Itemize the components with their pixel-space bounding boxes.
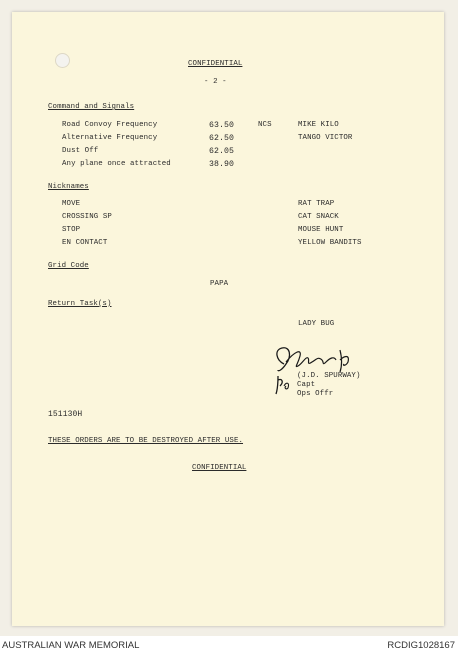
nick-label-3: EN CONTACT [62,239,108,247]
cs-callsign-0: MIKE KILO [298,121,339,129]
return-task-value: LADY BUG [298,320,335,328]
footer-classification: CONFIDENTIAL [192,464,247,472]
nick-label-2: STOP [62,226,81,234]
header-classification: CONFIDENTIAL [188,60,243,68]
signatory-name: (J.D. SPURWAY) [297,372,361,380]
date-time-group: 151130H [48,410,83,419]
nick-value-1: CAT SNACK [298,213,339,221]
nick-value-2: MOUSE HUNT [298,226,344,234]
cs-value-2: 62.05 [209,147,235,156]
section-heading-command-signals: Command and Signals [48,103,135,111]
signatory-rank: Capt [297,381,316,389]
nick-label-1: CROSSING SP [62,213,112,221]
cs-value-3: 38.90 [209,160,235,169]
cs-label-2: Dust Off [62,147,99,155]
page-number: - 2 - [204,78,227,86]
section-heading-return-tasks: Return Task(s) [48,300,112,308]
archive-source: AUSTRALIAN WAR MEMORIAL [2,640,140,651]
destroy-notice: THESE ORDERS ARE TO BE DESTROYED AFTER USE. [48,437,244,445]
archive-record-id: RCDIG1028167 [387,640,455,651]
cs-label-3: Any plane once attracted [62,160,171,168]
signatory-appointment: Ops Offr [297,390,334,398]
cs-net-0: NCS [258,121,272,129]
nick-label-0: MOVE [62,200,81,208]
nick-value-0: RAT TRAP [298,200,335,208]
cs-label-0: Road Convoy Frequency [62,121,158,129]
archive-footer [0,636,458,654]
cs-value-1: 62.50 [209,134,235,143]
punch-hole [55,53,70,68]
nick-value-3: YELLOW BANDITS [298,239,362,247]
cs-callsign-1: TANGO VICTOR [298,134,353,142]
section-heading-nicknames: Nicknames [48,183,89,191]
section-heading-grid-code: Grid Code [48,262,89,270]
cs-label-1: Alternative Frequency [62,134,158,142]
grid-code-value: PAPA [210,280,229,288]
cs-value-0: 63.50 [209,121,235,130]
